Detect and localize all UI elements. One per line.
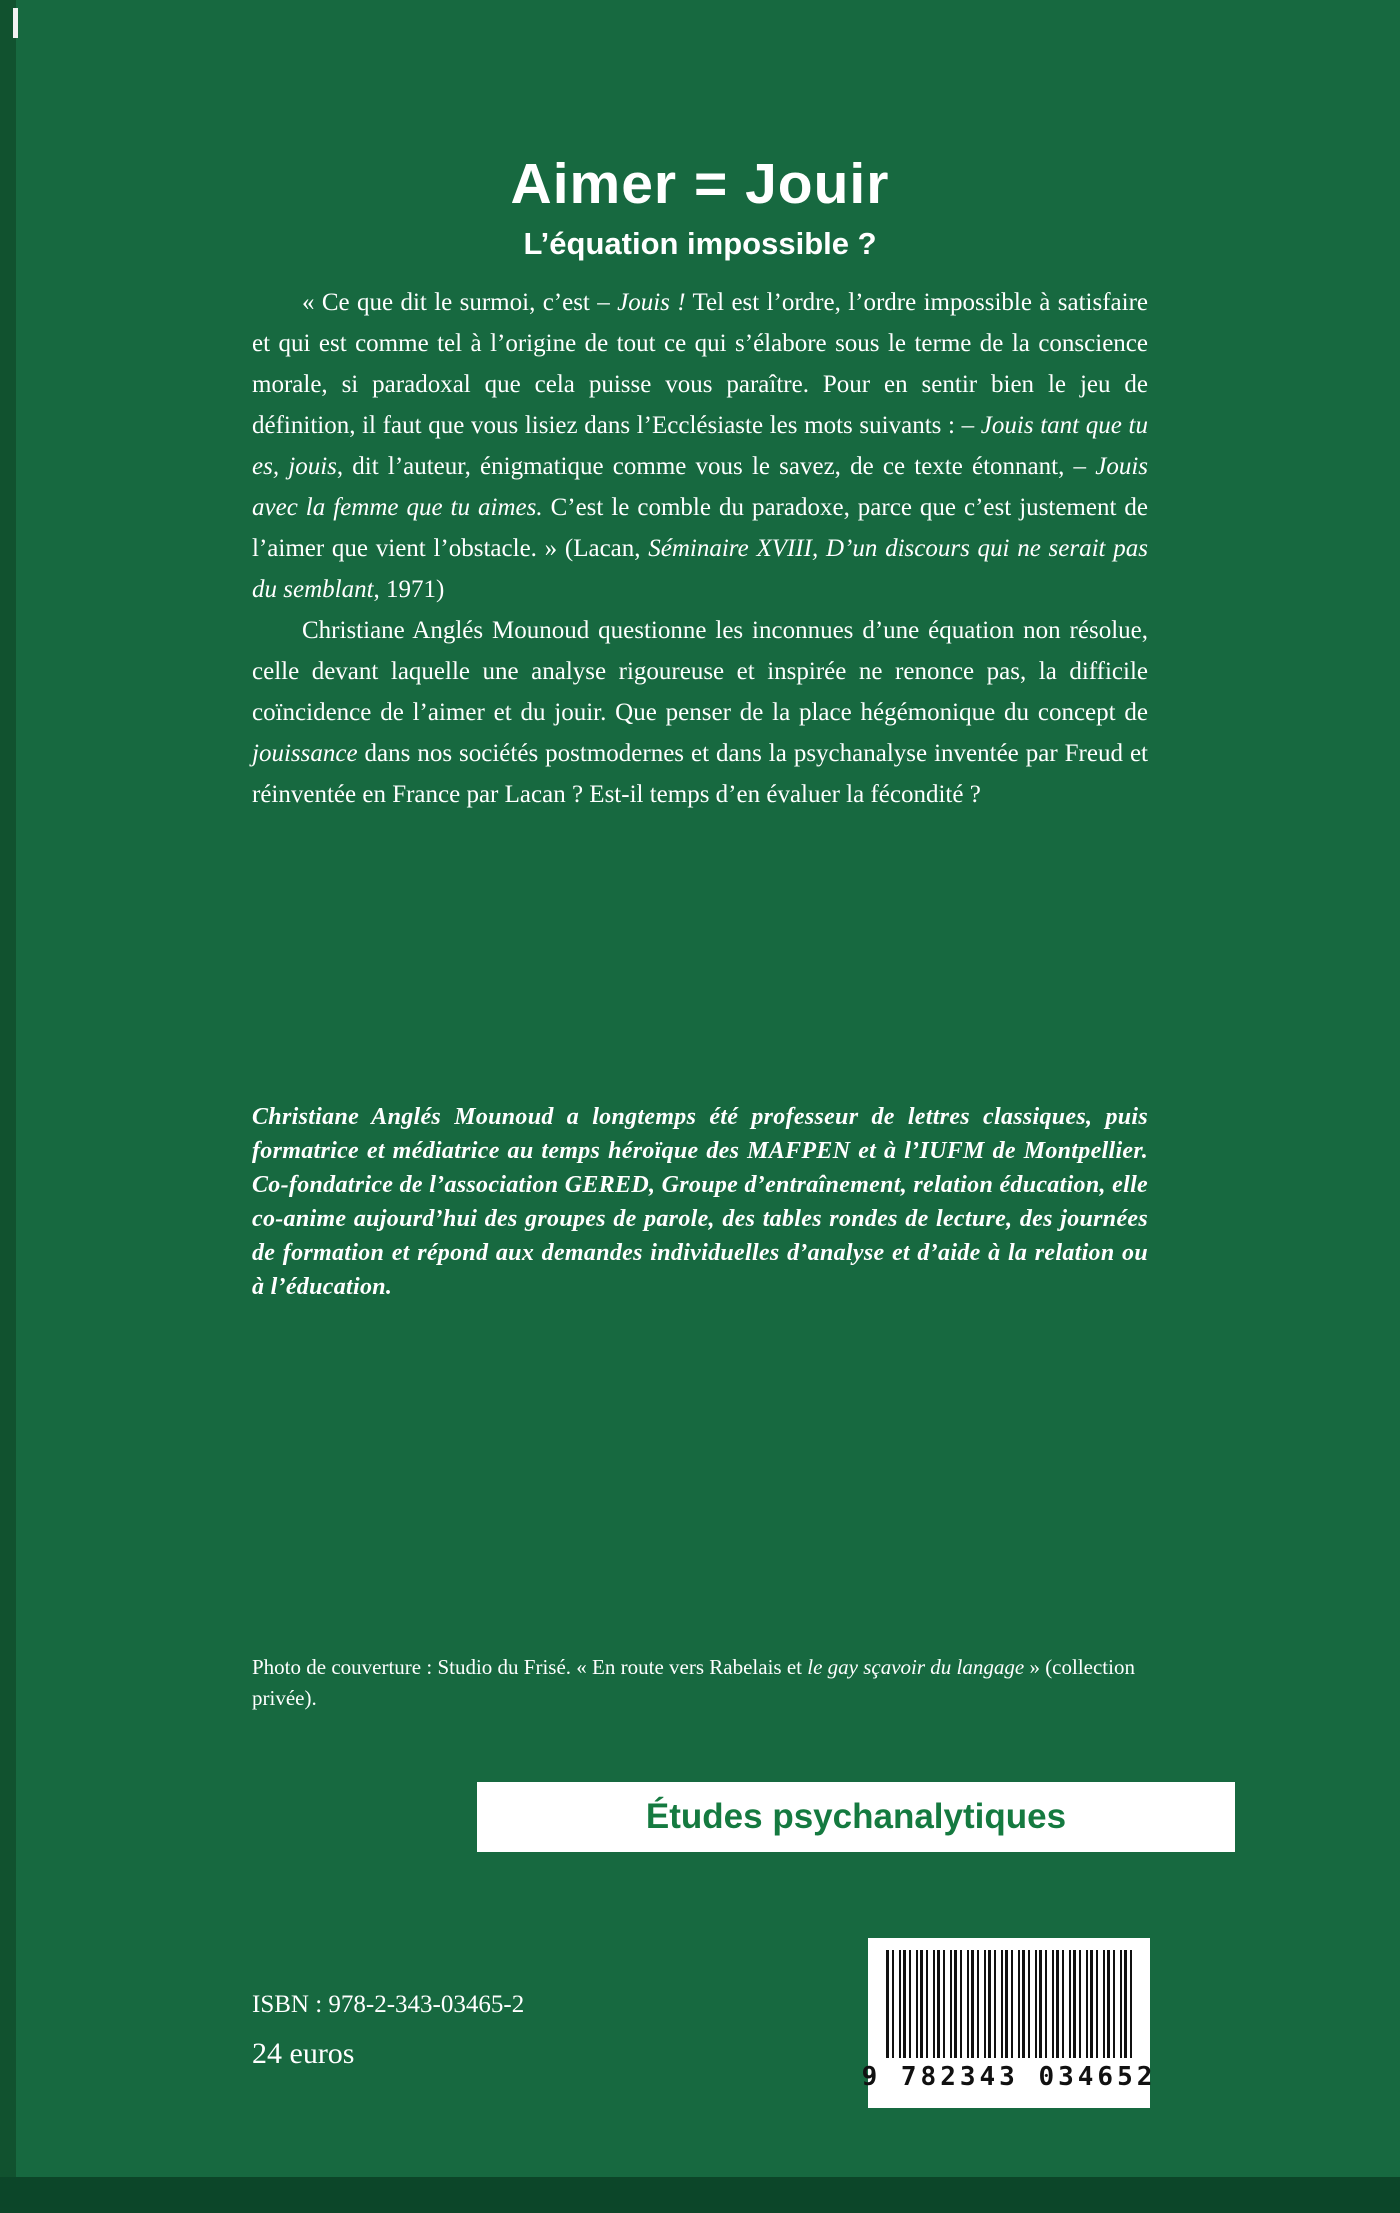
- back-cover-text: [252, 282, 1148, 815]
- isbn-text: ISBN : 978-2-343-03465-2: [252, 1991, 525, 2018]
- bio-text: a longtemps été professeur de lettres classiques, puis formatrice et médiatrice au temps héroïque des MAFPEN et à l’IUFM de Montpellier. Co-fondatrice de l’association GERED, Groupe d’entraînement, relation éducation, elle co-anime aujourd’hui des groupes de parole, des tables rondes de lecture, des journées de formation et répond aux demandes individuelles d’analyse et d’aide à la relation ou à l’éducation.: [252, 1104, 1148, 1300]
- credit-segment: » (collection privée).: [252, 1655, 1135, 1710]
- quote-segment: , dit l’auteur, énigmatique comme vous le savez, de ce texte étonnant, –: [336, 453, 1096, 480]
- quote-segment: Tel est l’ordre, l’ordre impossible à satisfaire et qui est comme tel à l’origine de tout ce qui s’élabore sous le terme de la conscience morale, si paradoxal que cela puisse vous paraître. Pour en sentir bien le jeu de définition, il faut que vous lisiez dans l’Ecclésiaste les mots suivants : –: [252, 289, 1148, 439]
- collection-band: [477, 1782, 1235, 1852]
- quote-segment: , 1971): [373, 576, 445, 603]
- synopsis-segment: Christiane Anglés Mounoud questionne les inconnues d’une équation non résolue, celle devant laquelle une analyse rigoureuse et inspirée ne renonce pas, la difficile coïncidence de l’aimer et du jouir. Que penser de la place hégémonique du concept de: [252, 617, 1148, 726]
- barcode-bars: [886, 1950, 1132, 2058]
- spine-strip: [0, 0, 16, 2213]
- quote-segment-italic: Séminaire XVIII, D’un discours qui ne serait pas du semblant: [252, 535, 1148, 603]
- quote-segment: C’est le comble du paradoxe, parce que c’est justement de l’aimer que vient l’obstacle. » (Lacan,: [252, 494, 1148, 562]
- book-title: Aimer = Jouir: [510, 152, 890, 216]
- author-bio-paragraph: [252, 1100, 1148, 1304]
- isbn-price-block: [252, 1988, 524, 2074]
- lacan-quote-paragraph: [252, 282, 1148, 610]
- photo-credit-block: [252, 1652, 1148, 1714]
- photo-credit-paragraph: [252, 1652, 1148, 1714]
- quote-segment-italic: Jouis !: [617, 289, 686, 316]
- quote-segment: « Ce que dit le surmoi, c’est –: [302, 289, 618, 316]
- collection-label: Études psychanalytiques: [645, 1797, 1067, 1836]
- price-text: 24 euros: [252, 2037, 355, 2070]
- synopsis-segment: dans nos sociétés postmodernes et dans la psychanalyse inventée par Freud et réinventée en France par Lacan ? Est-il temps d’en évaluer la fécondité ?: [252, 740, 1148, 808]
- barcode: [861, 1938, 1157, 2108]
- synopsis-segment-italic: jouissance: [252, 740, 358, 767]
- credit-segment: Photo de couverture : Studio du Frisé. « En route vers Rabelais et: [252, 1655, 808, 1679]
- credit-segment-italic: le gay sçavoir du langage: [807, 1655, 1025, 1679]
- spine-tick-mark: [13, 8, 18, 38]
- quote-segment-italic: Jouis tant que tu es, jouis: [252, 412, 1148, 480]
- cover-header: [0, 152, 1400, 264]
- author-bio-block: [252, 1100, 1148, 1304]
- barcode-number: 9 782343 034652: [861, 2062, 1157, 2092]
- synopsis-paragraph: [252, 610, 1148, 815]
- quote-segment-italic: Jouis avec la femme que tu aimes.: [252, 453, 1148, 521]
- book-subtitle: L’équation impossible ?: [523, 226, 877, 261]
- author-name: Christiane Anglés Mounoud: [252, 1104, 554, 1130]
- bottom-edge-bar: [0, 2177, 1400, 2213]
